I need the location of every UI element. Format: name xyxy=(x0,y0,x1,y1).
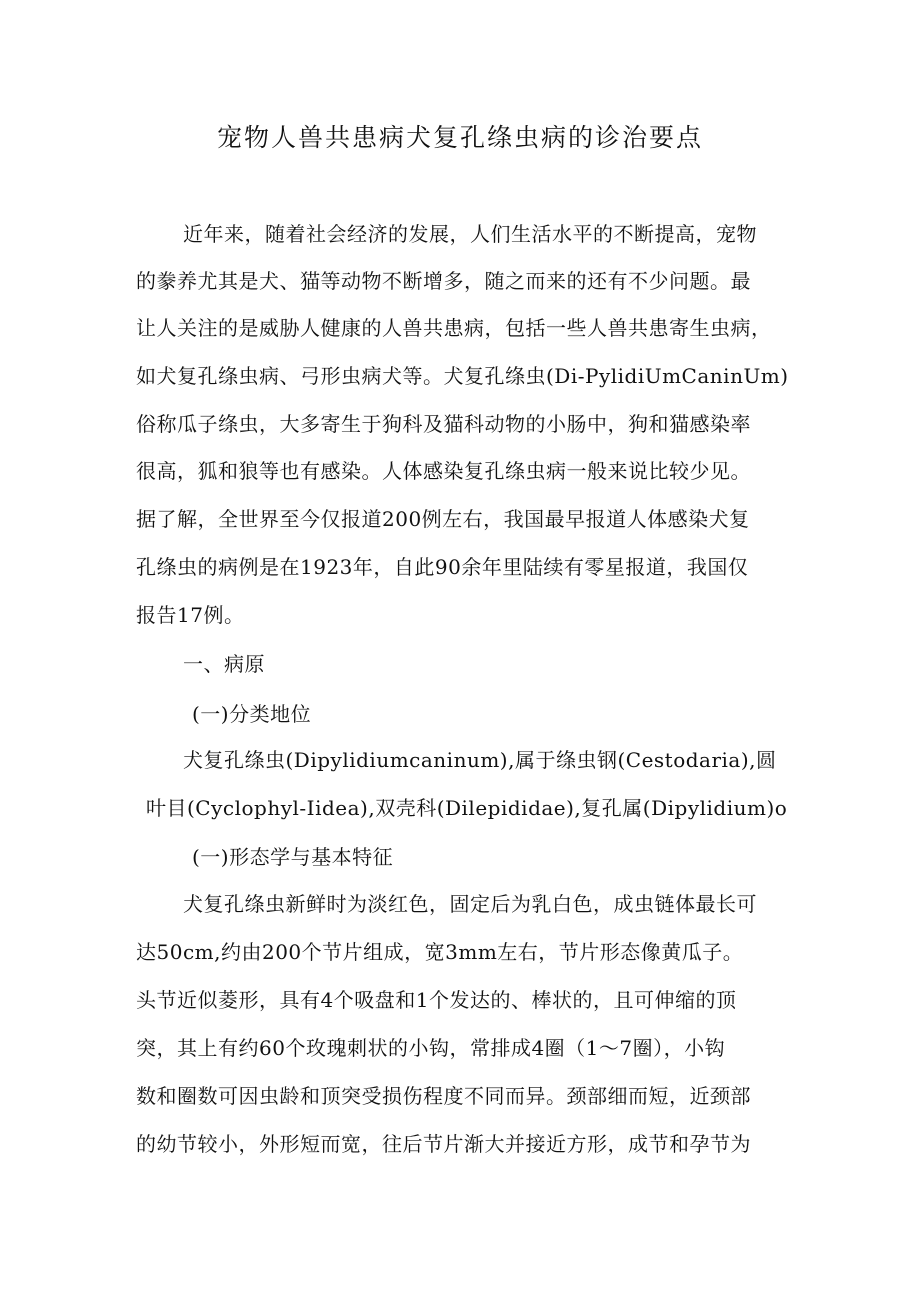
paragraph-line: 犬复孔绦虫新鲜时为淡红色，固定后为乳白色，成虫链体最长可 xyxy=(183,892,757,916)
paragraph-line: 头节近似菱形，具有4个吸盘和1个发达的、棒状的，且可伸缩的顶 xyxy=(136,988,737,1012)
paragraph-line: 犬复孔绦虫(Dipylidiumcaninum),属于绦虫钢(Cestodaria),圆 xyxy=(183,748,777,772)
paragraph-line: 报告17例。 xyxy=(136,603,245,627)
paragraph-line: 近年来，随着社会经济的发展，人们生活水平的不断提高，宠物 xyxy=(183,222,757,246)
subsection-heading: (一)分类地位 xyxy=(192,702,312,726)
document-title: 宠物人兽共患病犬复孔绦虫病的诊治要点 xyxy=(216,123,703,152)
paragraph-line: 孔绦虫的病例是在1923年，自此90余年里陆续有零星报道，我国仅 xyxy=(136,555,749,579)
paragraph-line: 如犬复孔绦虫病、弓形虫病犬等。犬复孔绦虫(Di-PylidiUmCaninUm) xyxy=(136,364,789,388)
subsection-heading: (一)形态学与基本特征 xyxy=(192,845,394,869)
paragraph-line: 达50cm,约由200个节片组成，宽3mm左右，节片形态像黄瓜子。 xyxy=(136,940,744,964)
paragraph-line: 叶目(Cyclophyl-Iidea),双壳科(Dilepididae),复孔属(Dipylidium)o xyxy=(146,796,788,820)
paragraph-line: 让人关注的是威胁人健康的人兽共患病，包括一些人兽共患寄生虫病， xyxy=(136,316,772,340)
paragraph-line: 很高，狐和狼等也有感染。人体感染复孔绦虫病一般来说比较少见。 xyxy=(136,459,751,483)
paragraph-line: 的幼节较小，外形短而宽，往后节片渐大并接近方形，成节和孕节为 xyxy=(136,1132,751,1156)
section-heading: 一、病原 xyxy=(183,652,265,676)
paragraph-line: 的豢养尤其是犬、猫等动物不断增多，随之而来的还有不少问题。最 xyxy=(136,269,751,293)
paragraph-line: 俗称瓜子绦虫，大多寄生于狗科及猫科动物的小肠中，狗和猫感染率 xyxy=(136,412,751,436)
paragraph-line: 突，其上有约60个玫瑰刺状的小钩，常排成4圈（1～7圈），小钩 xyxy=(136,1036,726,1060)
paragraph-line: 数和圈数可因虫龄和顶突受损伤程度不同而异。颈部细而短，近颈部 xyxy=(136,1084,751,1108)
paragraph-line: 据了解，全世界至今仅报道200例左右，我国最早报道人体感染犬复 xyxy=(136,507,750,531)
